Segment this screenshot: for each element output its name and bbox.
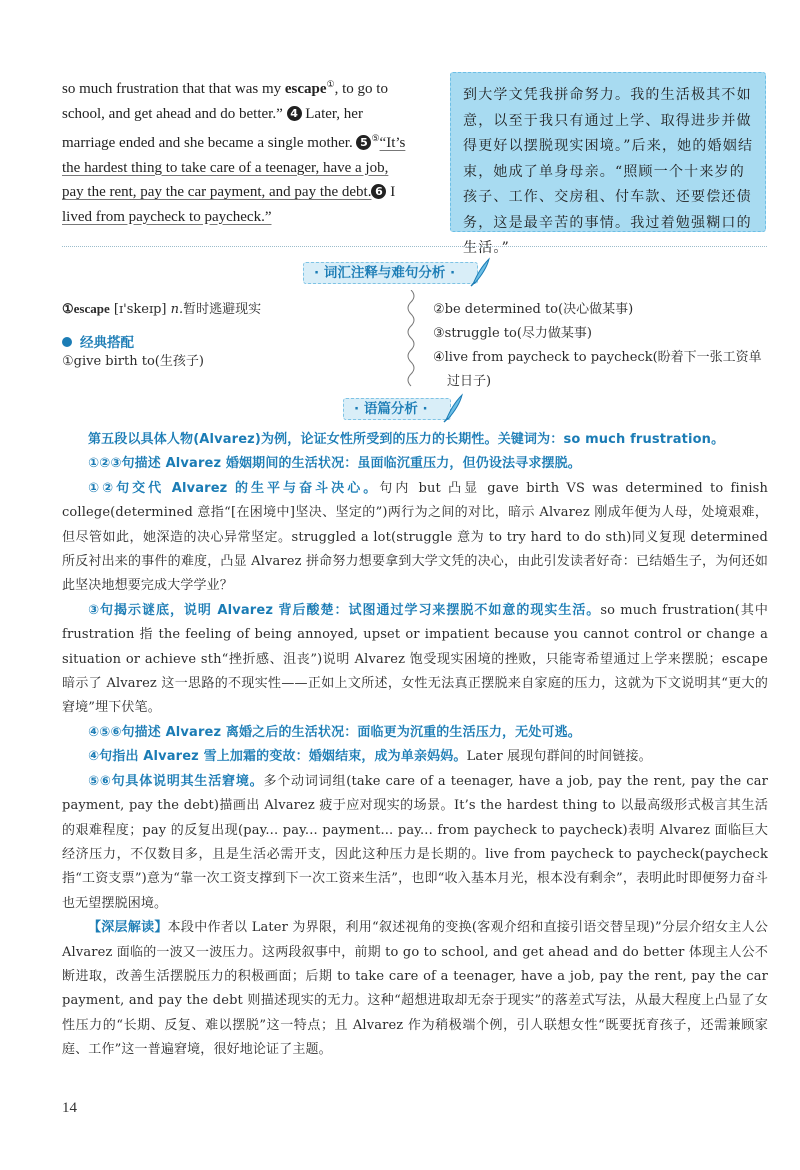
vocab-item: ③struggle to(尽力做某事) [433, 326, 592, 341]
phrase-item: ①give birth to(生孩子) [62, 354, 204, 369]
passage-line: the hardest thing to take care of a teenager, have a job, [62, 159, 389, 176]
passage-line: pay the rent, pay the car payment, and pay the debt. 6 I [62, 184, 396, 200]
bullet-icon [62, 337, 72, 347]
sentence-marker-5: 5 [356, 135, 371, 150]
page-number: 14 [62, 1100, 77, 1116]
vocab-right-list [433, 298, 762, 394]
quill-icon [469, 257, 491, 287]
section-divider [62, 246, 767, 247]
vocab-item: ②be determined to(决心做某事) [433, 302, 634, 317]
analysis-paragraph: 【深层解读】本段中作者以 Later 为界限，利用“叙述视角的变换(客观介绍和直接引语交替呈现)”分层介绍女主人公 Alvarez 面临的一波又一波压力。这两段叙事中，前期 to go to school, and get ahead and do better 体现主人公不断进取，改善生活摆脱压力的积极画面；后期 to take care of a teenager, have a job, pay the rent, pay the car payment, and pay the debt 则描述现实的无力。这种“超想进取却无奈于现实”的落差式写法，从最大程度上凸显了女性压力的“长期、反复、难以摆脱”这一特点；且 Alvarez 作为稍极端个例，引人联想女性“既要抚育孩子，还需兼顾家庭、工作”这一普遍窘境，很好地论证了主题。 [62, 920, 768, 1058]
vocab-item: 过日子) [447, 374, 492, 389]
analysis-section-header: · 语篇分析 · [343, 398, 451, 420]
vocab-section-header: · 词汇注释与难句分析 · [303, 262, 478, 284]
passage-line: school, and get ahead and do better.” 4 Later, her [62, 105, 363, 122]
vocab-item-escape: ①escape [ɪ'skeɪp] n.暂时逃避现实 [62, 301, 262, 317]
analysis-paragraph: ④⑤⑥句描述 Alvarez 离婚之后的生活状况：面临更为沉重的生活压力，无处可逃。 [88, 724, 581, 740]
phrase-header: 经典搭配 [62, 331, 134, 351]
analysis-paragraph: ①②③句描述 Alvarez 婚姻期间的生活状况：虽面临沉重压力，但仍设法寻求摆脱。 [88, 456, 581, 472]
analysis-paragraph: ③句揭示谜底，说明 Alvarez 背后酸楚：试图通过学习来摆脱不如意的现实生活。so much frustration(其中 frustration 指 the feeling of being annoyed, upset or impatient because you cannot control or change a situation or achieve sth“挫折感、沮丧”)说明 Alvarez 饱受现实困境的挫败，只能寄希望通过上学来摆脱；escape 暗示了 Alvarez 这一思路的不现实性——正如上文所述，女性无法真正摆脱来自家庭的压力，这就为下文说明其“更大的窘境”埋下伏笔。 [62, 602, 768, 716]
analysis-paragraph: 第五段以具体人物(Alvarez)为例，论证女性所受到的压力的长期性。关键词为：so much frustration。 [88, 432, 725, 447]
wavy-separator [404, 290, 418, 390]
analysis-paragraph: ①②句交代 Alvarez 的生平与奋斗决心。句内 but 凸显 gave birth VS was determined to finish college(determined 意指“[在困境中]坚决、坚定的”)两行为之间的对比，暗示 Alvarez 刚成年便为人母，处境艰难，但尽管如此，她深造的决心异常坚定。struggled a lot(struggle 意为 to try hard to do sth)同义复现 determined 所反衬出来的事件的难度，凸显 Alvarez 拼命努力想要拿到大学文凭的决心，由此引发读者好奇：已结婚生子，为何还如此坚决地想要完成大学学业？ [62, 480, 768, 594]
discourse-analysis [62, 428, 768, 1063]
passage-line: marriage ended and she became a single mother. 5 ⑤“It’s [62, 133, 406, 151]
keyword-escape: escape [284, 81, 327, 97]
deep-reading-tag: 【深层解读】 [88, 920, 168, 936]
analysis-paragraph: ⑤⑥句具体说明其生活窘境。多个动词词组(take care of a teenager, have a job, pay the rent, pay the car payment, pay the debt)描画出 Alvarez 疲于应对现实的场景。It’s the hardest thing to 以最高级形式极言其生活的艰难程度；pay 的反复出现(pay... pay... payment... pay... from paycheck to paycheck)表明 Alvarez 面临巨大经济压力，不仅数目多，且是生活必需开支，因此这种压力是长期的。live from paycheck to paycheck(paycheck 指“工资支票”)意为“靠一次工资支撑到下一次工资来生活”，也即“收入基本月光，根本没有剩余”，表明此时即便努力奋斗也无望摆脱困境。 [62, 773, 769, 911]
vocab-item: ④live from paycheck to paycheck(盼着下一张工资单 [433, 350, 762, 365]
analysis-paragraph: ④句指出 Alvarez 雪上加霜的变故：婚姻结束，成为单亲妈妈。Later 展现句群间的时间链接。 [88, 749, 652, 765]
english-passage [62, 72, 434, 229]
quill-icon [442, 393, 464, 423]
passage-line: so much frustration that that was my escape①, to go to [62, 79, 388, 97]
sentence-marker-4: 4 [287, 106, 302, 121]
passage-line: lived from paycheck to paycheck.” [62, 208, 272, 225]
sentence-marker-6: 6 [371, 184, 386, 199]
translation-box: 到大学文凭我拼命努力。我的生活极其不如意，以至于我只有通过上学、取得进步并做得更好以摆脱现实困境。”后来，她的婚姻结束，她成了单身母亲。“照顾一个十来岁的孩子、工作、交房租、付车款、还要偿还债务，这是最辛苦的事情。我过着勉强糊口的生活。” [450, 72, 766, 232]
